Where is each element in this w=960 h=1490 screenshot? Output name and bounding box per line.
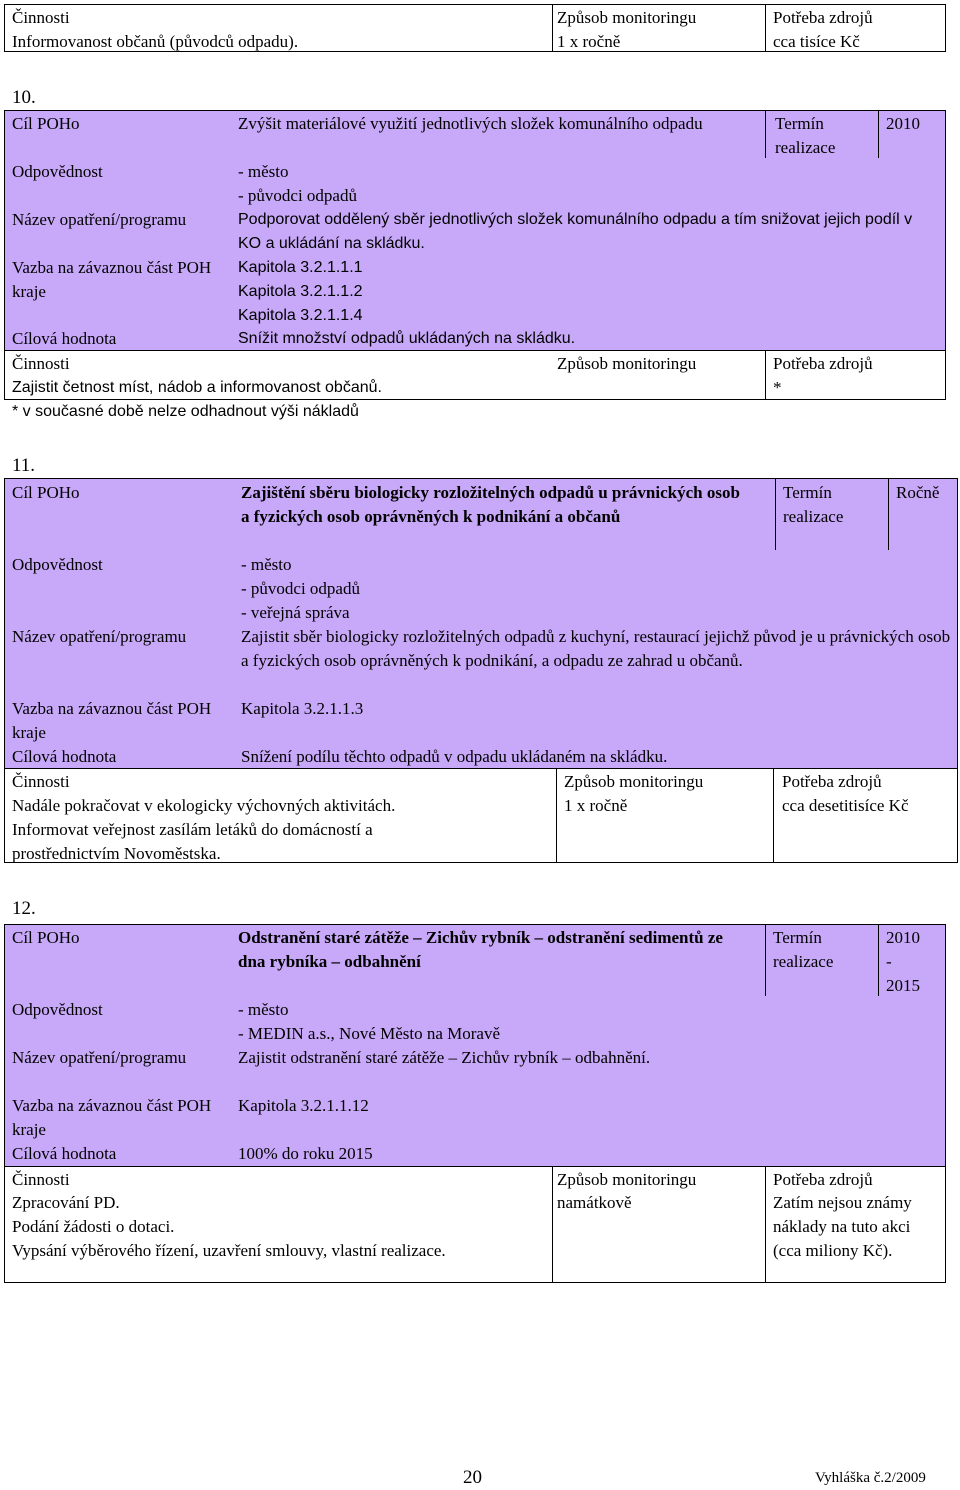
monitoring-header: Způsob monitoringu [557,8,697,27]
goal-label: Cíl POHo [12,114,80,133]
resources-value: Zatím nejsou známy náklady na tuto akci (cca miliony Kč). [773,1193,912,1260]
activities-header: Činnosti [12,772,70,791]
measure-value: Zajistit odstranění staré zátěže – Zichův rybník – odbahnění. [238,1048,651,1067]
link-label: Vazba na závaznou část POH kraje [12,1096,212,1139]
responsibility-label: Odpovědnost [12,1000,103,1019]
responsibility-label: Odpovědnost [12,555,103,574]
target-label: Cílová hodnota [12,329,117,348]
section-number: 11. [12,455,36,476]
measure-label: Název opatření/programu [12,1048,187,1067]
monitoring-value: 1 x ročně [557,32,621,51]
footnote: * v současné době nelze odhadnout výši nákladů [12,403,359,420]
target-label: Cílová hodnota [12,747,117,766]
target-label: Cílová hodnota [12,1144,117,1163]
monitoring-header: Způsob monitoringu [557,354,697,373]
measure-label: Název opatření/programu [12,210,187,229]
link-label: Vazba na závaznou část POH kraje [12,258,212,301]
activities-header: Činnosti [12,8,70,27]
deadline-value: 2010 [886,114,920,133]
deadline-value: Ročně [896,483,940,502]
resources-value: cca desetitisíce Kč [782,796,909,815]
monitoring-header: Způsob monitoringu [557,1170,697,1189]
monitoring-value: 1 x ročně [564,796,628,815]
responsibility-value: - město - MEDIN a.s., Nové Město na Moravě [238,1000,501,1043]
resources-header: Potřeba zdrojů [773,1170,873,1189]
section-number: 10. [12,87,36,108]
activities-value: Nadále pokračovat v ekologicky výchovných aktivitách. Informovat veřejnost zasílám letáků do domácností a prostřednictvím Novoměstska. [12,796,396,863]
deadline-label: Termín realizace [773,928,834,971]
goal-label: Cíl POHo [12,483,80,502]
deadline-label: Termín realizace [783,483,844,526]
goal-label: Cíl POHo [12,928,80,947]
section-number: 12. [12,898,36,919]
page-number: 20 [463,1467,482,1488]
responsibility-value: - město - původci odpadů - veřejná správa [241,555,360,622]
link-value: Kapitola 3.2.1.1.3 [241,699,364,718]
monitoring-value: namátkově [557,1193,632,1212]
link-value: Kapitola 3.2.1.1.1 Kapitola 3.2.1.1.2 Kapitola 3.2.1.1.4 [238,259,363,324]
activities-value: Zpracování PD. Podání žádosti o dotaci. Vypsání výběrového řízení, uzavření smlouvy, vlastní realizace. [12,1193,446,1260]
resources-value: * [773,378,782,397]
responsibility-label: Odpovědnost [12,162,103,181]
target-value: Snížit množství odpadů ukládaných na skládku. [238,330,576,347]
document-reference: Vyhláška č.2/2009 [815,1470,926,1486]
resources-value: cca tisíce Kč [773,32,860,51]
goal-value: Zvýšit materiálové využití jednotlivých složek komunálního odpadu [238,114,703,133]
goal-value: Odstranění staré zátěže – Zichův rybník – odstranění sedimentů ze dna rybníka – odbahnění [238,928,723,971]
activities-header: Činnosti [12,1170,70,1189]
target-value: Snížení podílu těchto odpadů v odpadu ukládaném na skládku. [241,747,668,766]
goal-value: Zajištění sběru biologicky rozložitelných odpadů u právnických osob a fyzických osob oprávněných k podnikání a občanů [241,483,740,526]
monitoring-header: Způsob monitoringu [564,772,704,791]
measure-value: Zajistit sběr biologicky rozložitelných odpadů z kuchyní, restaurací jejichž původ je u právnických osob a fyzických osob oprávněných k podnikání, a odpadu ze zahrad u občanů. [241,627,951,670]
deadline-value: 2010 - 2015 [886,928,920,995]
target-value: 100% do roku 2015 [238,1144,373,1163]
responsibility-value: - město - původci odpadů [238,162,357,205]
activities-value: Zajistit četnost míst, nádob a informovanost občanů. [12,379,382,396]
resources-header: Potřeba zdrojů [773,354,873,373]
measure-label: Název opatření/programu [12,627,187,646]
deadline-label: Termín realizace [775,114,836,157]
resources-header: Potřeba zdrojů [782,772,882,791]
link-label: Vazba na závaznou část POH kraje [12,699,212,742]
activities-value: Informovanost občanů (původců odpadu). [12,32,299,51]
measure-value: Podporovat oddělený sběr jednotlivých složek komunálního odpadu a tím snižovat jejich podíl v KO a ukládání na skládku. [238,211,913,252]
resources-header: Potřeba zdrojů [773,8,873,27]
link-value: Kapitola 3.2.1.1.12 [238,1096,369,1115]
activities-header: Činnosti [12,354,70,373]
